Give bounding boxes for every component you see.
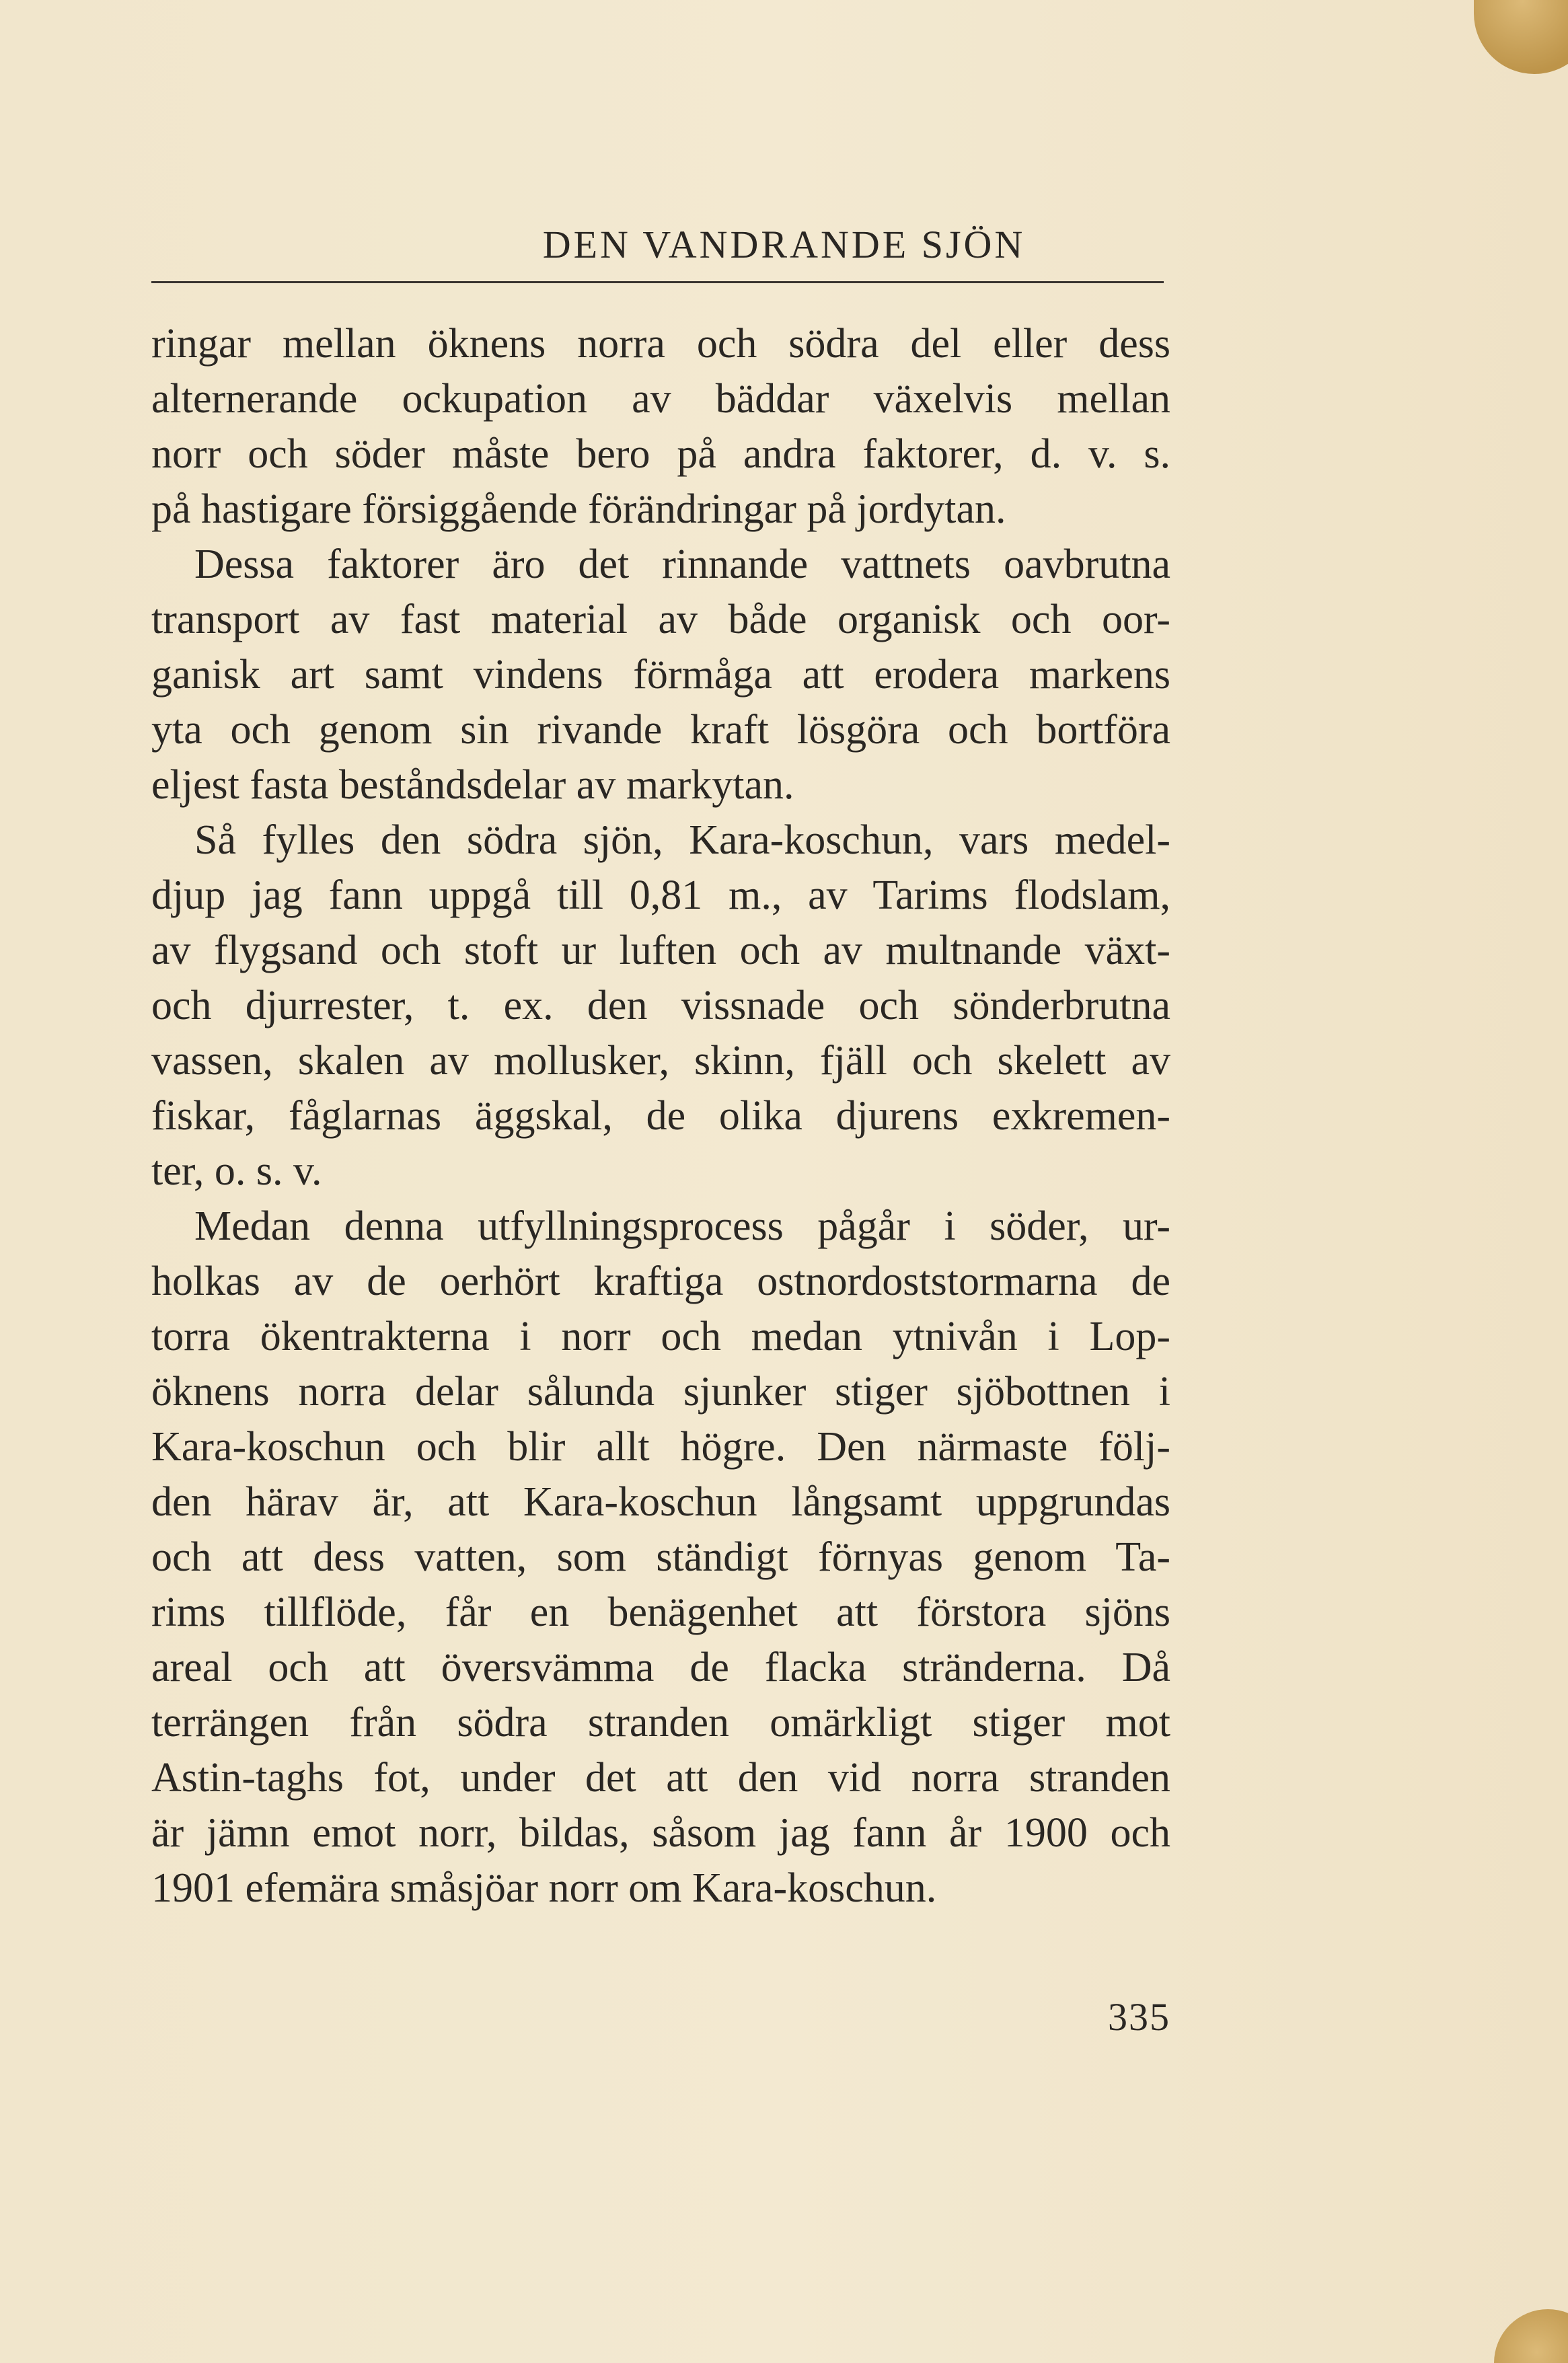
text-line: ganisk art samt vindens förmåga att erodera markens — [151, 652, 1170, 698]
body-text — [151, 316, 1170, 1916]
text-line: av flygsand och stoft ur luften och av multnande växt- — [151, 928, 1170, 973]
text-line: Så fylles den södra sjön, Kara-koschun, vars medel- — [194, 817, 1170, 863]
text-line: Dessa faktorer äro det rinnande vattnets oavbrutna — [194, 541, 1170, 587]
text-line: yta och genom sin rivande kraft lösgöra och bortföra — [151, 707, 1170, 753]
text-line: holkas av de oerhört kraftiga ostnordoststormarna de — [151, 1259, 1170, 1304]
running-head: DEN VANDRANDE SJÖN — [542, 223, 1026, 266]
text-line: ringar mellan öknens norra och södra del eller dess — [151, 321, 1170, 367]
page-number: 335 — [1108, 1995, 1170, 2039]
text-line: areal och att översvämma de flacka stränderna. Då — [151, 1645, 1170, 1690]
text-line: alternerande ockupation av bäddar växelvis mellan — [151, 376, 1170, 422]
text-line: Kara-koschun och blir allt högre. Den närmaste följ- — [151, 1424, 1170, 1470]
text-line: vassen, skalen av mollusker, skinn, fjäll och skelett av — [151, 1038, 1170, 1084]
text-line: den härav är, att Kara-koschun långsamt uppgrundas — [151, 1479, 1170, 1525]
text-line: fiskar, fåglarnas äggskal, de olika djurens exkremen- — [151, 1093, 1170, 1139]
header-rule — [151, 281, 1164, 283]
page-edge-tab-bottom — [1494, 2309, 1568, 2363]
text-line: Medan denna utfyllningsprocess pågår i söder, ur- — [194, 1203, 1170, 1249]
text-line: 1901 efemära småsjöar norr om Kara-koschun. — [151, 1865, 937, 1911]
text-line: Astin-taghs fot, under det att den vid norra stranden — [151, 1755, 1170, 1801]
text-line: terrängen från södra stranden omärkligt stiger mot — [151, 1700, 1170, 1746]
text-line: är jämn emot norr, bildas, såsom jag fann år 1900 och — [151, 1810, 1170, 1856]
text-line: norr och söder måste bero på andra faktorer, d. v. s. — [151, 431, 1170, 477]
text-line: öknens norra delar sålunda sjunker stiger sjöbottnen i — [151, 1369, 1170, 1415]
text-line: och djurrester, t. ex. den vissnade och sönderbrutna — [151, 983, 1170, 1028]
text-line: och att dess vatten, som ständigt förnyas genom Ta- — [151, 1534, 1170, 1580]
text-line: eljest fasta beståndsdelar av markytan. — [151, 762, 794, 808]
text-line: torra ökentrakterna i norr och medan ytnivån i Lop- — [151, 1314, 1170, 1359]
text-line: ter, o. s. v. — [151, 1148, 322, 1194]
text-line: transport av fast material av både organisk och oor- — [151, 597, 1170, 642]
text-line: djup jag fann uppgå till 0,81 m., av Tarims flodslam, — [151, 872, 1170, 918]
text-line: rims tillflöde, får en benägenhet att förstora sjöns — [151, 1589, 1170, 1635]
page-edge-tab-top — [1474, 0, 1568, 74]
text-line: på hastigare försiggående förändringar på jordytan. — [151, 486, 1006, 532]
